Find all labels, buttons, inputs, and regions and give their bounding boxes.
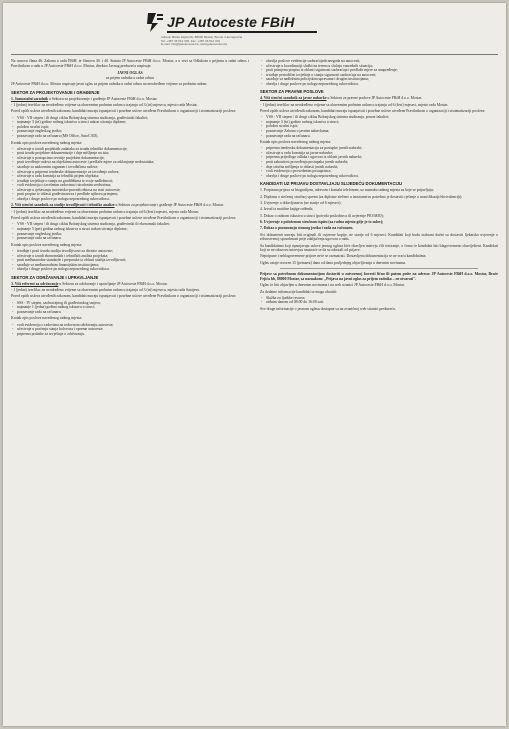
duties-list xyxy=(260,146,498,178)
duties-list xyxy=(260,59,498,86)
list-item: - učestvuje u izradi ekonomskih i tehničkih analiza projekata; xyxy=(17,254,249,259)
company-logo-icon xyxy=(145,11,165,33)
document-requirement: 6. Uvjerenje o položenom stručnom ispitu (za radna mjesta gdje je to uslov); xyxy=(260,219,384,224)
divider xyxy=(280,268,478,269)
position-title: 2. Viši stručni saradnik za studije izvodljivosti i tehničke analize xyxy=(11,203,115,208)
list-item: - priprema tendersku dokumentaciju za postupke javnih nabavki; xyxy=(266,146,498,151)
conditions-list xyxy=(11,116,249,139)
position-heading xyxy=(260,96,498,101)
list-item: - prati zakonitost provođenja postupaka javnih nabavki; xyxy=(266,160,498,165)
document-requirement: 4. Izvod iz matične knjige rođenih; xyxy=(260,207,314,212)
position-heading xyxy=(11,203,249,208)
note-paragraph: Svi dokumenti moraju biti originali ili ovjerene kopije, ne starije od 6 mjeseci. Kandidati koji budu izabrani dužni su dostaviti ljekarsko uvjerenje o zdravstvenoj sposobnosti prije zaključenja ugovora o radu. xyxy=(260,232,498,242)
list-item: - prati izvođenje radova na objektima autoceste i predlaže mjere za otklanjanje nedostataka; xyxy=(17,160,249,165)
header-phone-line: Tel: +387 36 512 300, Fax: +387 36 512 301 xyxy=(161,38,221,43)
list-item: - VSS - VII stepen / ili drugi ciklus Bolonjskog sistema studiranja, pravni fakultet; xyxy=(266,115,498,120)
logo-underline xyxy=(167,31,317,33)
ad-subtitle: za prijem radnika u radni odnos xyxy=(105,75,155,80)
list-item: - izrađuje periodične izvještaje o stanju sigurnosti saobraćaja na autocesti; xyxy=(266,73,498,78)
right-column xyxy=(260,59,498,721)
list-item: - daje stručna mišljenja iz oblasti javnih nabavki; xyxy=(266,165,498,170)
list-item: - učestvuje u rješavanju imovinsko-pravnih odnosa na trasi autoceste; xyxy=(17,188,249,193)
conditions-list xyxy=(11,222,249,240)
header-contact-block xyxy=(161,36,339,47)
conditions-lead: Pored općih uslova utvrđenih zakonom, kandidati moraju ispunjavati i posebne uslove utvrđene Pravilnikom o organizaciji i sistematizaciji poslova: xyxy=(260,108,486,113)
section-heading: KANDIDATI UZ PRIJAVU DOSTAVLJAJU SLIJEDEĆU DOKUMENTACIJU xyxy=(260,181,402,187)
list-item: - sarađuje sa nadzornim organom i izvođačima radova; xyxy=(17,165,249,170)
list-item: - sarađuje sa nadležnim policijskim upravama i drugim institucijama; xyxy=(266,77,498,82)
list-item: - vodi evidenciju o izvršenim radovima i utrošenim sredstvima; xyxy=(17,183,249,188)
list-item: - Služba za ljudske resurse; xyxy=(266,296,498,301)
note-paragraph: Sa kandidatima koji ispunjavaju uslove javnog oglasa biće obavljen intervju i/ili testiranje, o čemu će kandidati biti blagovremeno obaviješteni. Kandidati koji se ne odazovu intervjuu smatraće se da su odustali od prijave. xyxy=(260,243,498,253)
list-item: - radnim danom od 08:00 do 16:00 sati. xyxy=(266,300,498,305)
list-item: - priprema podatke za izvještaje o održavanju. xyxy=(17,332,249,337)
company-name: JP Autoceste FBiH xyxy=(167,14,295,30)
position-title: 1. Samostalni saradnik xyxy=(11,96,49,101)
contact-list xyxy=(260,296,498,305)
list-item: - obavlja poslove evidencije saobraćajnih nezgoda na autocesti; xyxy=(266,59,498,64)
list-item: - najmanje 5 (pet) godina radnog iskustva u struci nakon sticanja diplome; xyxy=(17,227,249,232)
header-address-line: Adresa: Braće Fejića bb, 88000 Mostar, Bosna i Hercegovina xyxy=(161,35,243,39)
submission-paragraph: Prijave sa potrebnom dokumentacijom dostaviti u zatvorenoj koverti lično ili putem pošte na adresu: JP Autoceste FBiH d.o.o. Mostar, Braće Fejića bb, 88000 Mostar, sa naznakom: „Prijava na javni oglas za prijem radnika – ne otvarati". xyxy=(260,272,498,281)
position-unit: u Sektoru za pravne poslove JP Autoceste FBiH d.o.o. Mostar. xyxy=(327,96,423,101)
position-title: 3. Viši referent za održavanje xyxy=(11,281,59,286)
list-item: - najmanje 3 (tri) godine radnog iskustva u struci nakon sticanja diplome; xyxy=(17,120,249,125)
intro-paragraph: Na osnovu člana 46. Zakona o radu FBiH, te članova 30. i 40. Statuta JP Autoceste FBiH d.o.o. Mostar, a u vezi sa Odlukom o prijemu u radni odnos i Pravilnikom o radu u JP Autoceste FBiH d.o.o. Mostar, direktor Javnog preduzeća raspisuje: xyxy=(11,59,249,68)
list-item: - učestvuje u radu komisija za tehnički prijem objekata; xyxy=(17,174,249,179)
position-heading xyxy=(11,97,249,102)
header-web-line: E-mail: info@jpautoceste.ba, www.jpautoceste.ba xyxy=(161,42,227,47)
list-item: - VSS - VII stepen / ili drugi ciklus Bolonjskog sistema studiranja, građevinski ili ekonomski fakultet; xyxy=(17,222,249,227)
document-requirement: 2. Diploma o stečenoj stručnoj spremi (za diplome stečene u inostranstvu potrebno je dostaviti rješenje o nostrifikaciji/ekvivalenciji); xyxy=(260,194,463,199)
list-item: - obavlja i druge poslove po nalogu neposrednog rukovodioca. xyxy=(17,267,249,272)
position-terms: - 1 (jedan) izvršilac na neodređeno vrijeme sa obaveznim probnim radom u trajanju od 6 (šest) mjeseci, mjesto rada Mostar. xyxy=(260,102,449,107)
conditions-lead: Pored općih uslova utvrđenih zakonom, kandidati moraju ispunjavati i posebne uslove utvrđene Pravilnikom o organizaciji i sistematizaciji poslova: xyxy=(11,294,237,299)
list-item: - prati primjenu propisa iz oblasti sigurnosti saobraćaja i predlaže mjere za unapređenje; xyxy=(266,68,498,73)
list-item: - poznavanje Zakona o javnim nabavkama; xyxy=(266,129,498,134)
list-item: - poznavanje rada na računaru. xyxy=(17,310,249,315)
position-unit: u Sektoru za održavanje i upravljanje JP Autoceste FBiH d.o.o. Mostar. xyxy=(59,281,168,286)
list-item: - vodi evidenciju o radovima na redovnom održavanju autoceste; xyxy=(17,323,249,328)
document-requirement: 3. Uvjerenje o državljanstvu (ne starije od 6 mjeseci); xyxy=(260,200,342,205)
document-requirement: 1. Potpisana prijava sa biografijom, adresom i kontakt telefonom, uz naznaku radnog mjesta za koje se prijavljuju; xyxy=(260,188,434,193)
intro-paragraph-2: JP Autoceste FBiH d.o.o. Mostar raspisuje javni oglas za prijem radnika u radni odnos na neodređeno vrijeme sa probnim radom: xyxy=(11,82,208,87)
list-item: - poznavanje rada na računaru. xyxy=(17,236,249,241)
position-heading xyxy=(11,282,249,287)
document-requirement: 7. Dokaz o poznavanju stranog jezika i rada na računaru. xyxy=(260,226,354,231)
list-item: - najmanje 1 (jedna) godina radnog iskustva u struci; xyxy=(17,305,249,310)
list-item: - poznavanje engleskog jezika; xyxy=(17,232,249,237)
list-item: - vodi evidenciju o provedenim postupcima; xyxy=(266,169,498,174)
position-title: 4. Viši stručni saradnik za javne nabavke xyxy=(260,96,327,101)
list-item: - prati međunarodne standarde i preporuke iz oblasti studija izvodljivosti; xyxy=(17,258,249,263)
left-column xyxy=(11,59,249,721)
duties-lead: Kratak opis poslova navedenog radnog mjesta: xyxy=(11,242,83,247)
list-item: - prati izradu projektne dokumentacije i daje mišljenje na istu; xyxy=(17,151,249,156)
list-item: - poznavanje engleskog jezika; xyxy=(17,129,249,134)
duties-list xyxy=(11,249,249,272)
position-unit: u Sektoru za projektovanje i građenje JP Autoceste FBiH d.o.o. Mostar. xyxy=(48,96,158,101)
list-item: - SSS - IV stepen, saobraćajnog ili građevinskog smjera; xyxy=(17,301,249,306)
list-item: - učestvuje u radu komisija za javne nabavke; xyxy=(266,151,498,156)
list-item: - učestvuje u pripremi tenderske dokumentacije za izvođenje radova; xyxy=(17,170,249,175)
document-requirement: 5. Dokaz o radnom iskustvu u struci (potvrda poslodavca ili uvjerenje PIO/MIO); xyxy=(260,213,384,218)
list-item: - najmanje 3 (tri) godine radnog iskustva u struci; xyxy=(266,120,498,125)
note-paragraph: Oglas ostaje otvoren 15 (petnaest) dana od dana posljednjeg objavljivanja u dnevnim novinama. xyxy=(260,260,407,265)
list-item: - položen stručni ispit; xyxy=(266,124,498,129)
list-item: - poznavanje rada na računaru (MS Office, AutoCAD). xyxy=(17,134,249,139)
duties-lead: Kratak opis poslova navedenog radnog mjesta: xyxy=(11,140,83,145)
duties-lead: Kratak opis poslova navedenog radnog mjesta: xyxy=(11,316,83,321)
conditions-lead: Pored općih uslova utvrđenih zakonom, kandidati moraju ispunjavati i posebne uslove utvrđene Pravilnikom o organizaciji i sistematizaciji poslova: xyxy=(11,109,237,114)
header-divider xyxy=(11,54,498,55)
list-item: - obavlja i druge poslove po nalogu neposrednog rukovodioca. xyxy=(17,197,249,202)
ad-title: JAVNI OGLAS xyxy=(117,71,143,76)
duties-lead: Kratak opis poslova navedenog radnog mjesta: xyxy=(260,140,332,145)
list-item: - sarađuje sa međunarodnim finansijskim institucijama; xyxy=(17,263,249,268)
list-item: - učestvuje u postupcima revizije projektne dokumentacije; xyxy=(17,156,249,161)
contact-lead: Za dodatne informacije kandidati se mogu obratiti: xyxy=(260,289,338,294)
position-terms: - 1 (jedan) izvršilac na neodređeno vrijeme sa obaveznim probnim radom u trajanju od 3 (tri) mjeseca, mjesto rada Mostar. xyxy=(11,103,198,108)
ad-title-block xyxy=(11,71,249,80)
duties-list xyxy=(11,147,249,202)
list-item: - učestvuje u praćenju stanja kolovoza i opreme autoceste; xyxy=(17,327,249,332)
closing-paragraph: Oglas će biti objavljen u dnevnim novinama i na web stranici JP Autoceste FBiH d.o.o. Mostar. xyxy=(260,283,405,288)
document-page xyxy=(3,3,506,726)
list-item: - priprema prijedloge odluka i ugovora iz oblasti javnih nabavki; xyxy=(266,155,498,160)
list-item: - izrađuje i prati izradu studija izvodljivosti za dionice autoceste; xyxy=(17,249,249,254)
list-item: - prati propise iz oblasti građevinarstva i predlaže njihovu primjenu; xyxy=(17,192,249,197)
list-item: - poznavanje rada na računaru. xyxy=(266,134,498,139)
conditions-list xyxy=(11,301,249,315)
position-terms: - 1 (jedan) izvršilac na neodređeno vrijeme sa obaveznim probnim radom u trajanju od 6 (šest) mjeseci, mjesto rada Mostar. xyxy=(11,209,200,214)
list-item: - izrađuje izvještaje o stanju na gradilištima iz svoje nadležnosti; xyxy=(17,179,249,184)
list-item: - VSS - VII stepen / ili drugi ciklus Bolonjskog sistema studiranja, građevinski fakultet; xyxy=(17,116,249,121)
letterhead xyxy=(3,3,506,55)
list-item: - položen stručni ispit; xyxy=(17,125,249,130)
list-item: - obavlja i druge poslove po nalogu neposrednog rukovodioca. xyxy=(266,82,498,87)
footer-paragraph: Sve druge informacije o javnom oglasu dostupne su na zvaničnoj web stranici preduzeća. xyxy=(260,306,396,311)
list-item: - obavlja i druge poslove po nalogu neposrednog rukovodioca. xyxy=(266,174,498,179)
section-heading: SEKTOR ZA PRAVNE POSLOVE xyxy=(260,89,324,95)
duties-list xyxy=(11,323,249,337)
section-heading: SEKTOR ZA PROJEKTOVANJE I GRAĐENJE xyxy=(11,89,100,95)
conditions-lead: Pored općih uslova utvrđenih zakonom, kandidati moraju ispunjavati i posebne uslove utvrđene Pravilnikom o organizaciji i sistematizaciji poslova: xyxy=(11,216,237,221)
section-heading: SEKTOR ZA ODRŽAVANJE I UPRAVLJANJE xyxy=(11,274,99,280)
position-unit: u Sektoru za projektovanje i građenje JP Autoceste FBiH d.o.o. Mostar. xyxy=(115,203,225,208)
position-terms: - 1 (jedan) izvršilac na neodređeno vrijeme sa obaveznim probnim radom u trajanju od 3 (tri) mjeseca, mjesto rada Sarajevo. xyxy=(11,288,201,293)
note-paragraph: Nepotpune i neblagovremene prijave neće se razmatrati. Dostavljena dokumentacija se ne vraća kandidatima. xyxy=(260,254,427,259)
list-item: - učestvuje u izradi projektnih zadataka za izradu tehničke dokumentacije; xyxy=(17,147,249,152)
list-item: - učestvuje u koordinaciji službi na terenu u slučaju vanrednih situacija; xyxy=(266,64,498,69)
conditions-list xyxy=(260,115,498,138)
